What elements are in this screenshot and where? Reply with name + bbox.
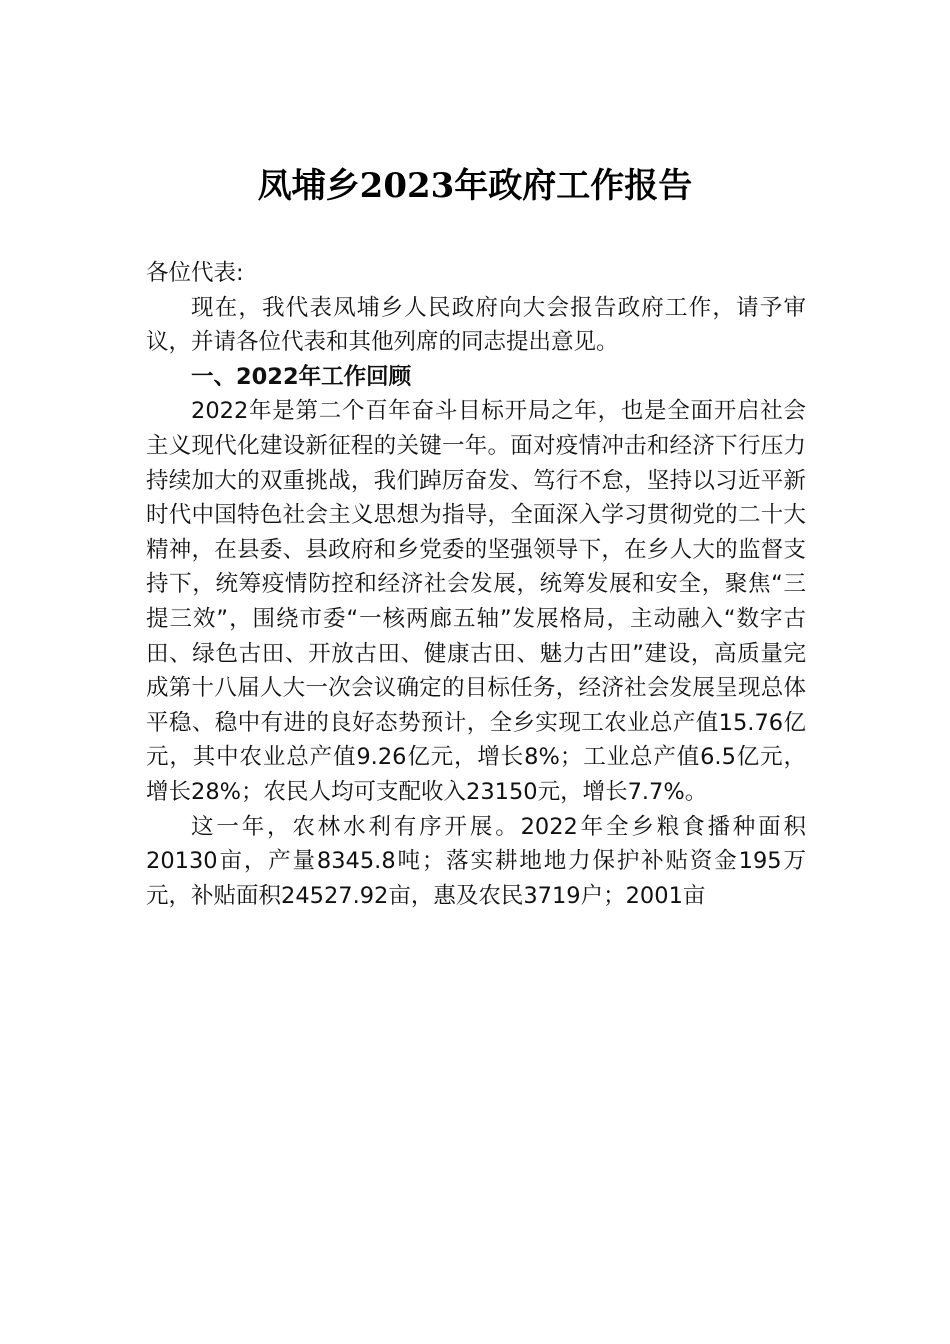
document-body — [146, 256, 806, 913]
document-title: 凤埔乡2023年政府工作报告 — [257, 166, 693, 206]
salutation: 各位代表: — [146, 260, 244, 286]
opening-paragraph: 现在，我代表凤埔乡人民政府向大会报告政府工作，请予审议，并请各位代表和其他列席的同志提出意见。 — [146, 294, 806, 356]
review-paragraph: 2022年是第二个百年奋斗目标开局之年，也是全面开启社会主义现代化建设新征程的关键一年。面对疫情冲击和经济下行压力持续加大的双重挑战，我们踔厉奋发、笃行不怠，坚持以习近平新时代中国特色社会主义思想为指导，全面深入学习贯彻党的二十大精神，在县委、县政府和乡党委的坚强领导下，在乡人大的监督支持下，统筹疫情防控和经济社会发展，统筹发展和安全，聚焦“三提三效”，围绕市委“一核两廊五轴”发展格局，主动融入“数字古田、绿色古田、开放古田、健康古田、魅力古田”建设，高质量完成第十八届人大一次会议确定的目标任务，经济社会发展呈现总体平稳、稳中有进的良好态势预计，全乡实现工农业总产值15.76亿元，其中农业总产值9.26亿元，增长8%；工业总产值6.5亿元，增长28%；农民人均可支配收入23150元，增长7.7%。 — [146, 398, 806, 805]
section-heading: 一、2022年工作回顾 — [191, 363, 412, 390]
agriculture-paragraph: 这一年，农林水利有序开展。2022年全乡粮食播种面积20130亩，产量8345.8吨；落实耕地地力保护补贴资金195万元，补贴面积24527.92亩，惠及农民3719户；2001亩 — [146, 813, 806, 909]
